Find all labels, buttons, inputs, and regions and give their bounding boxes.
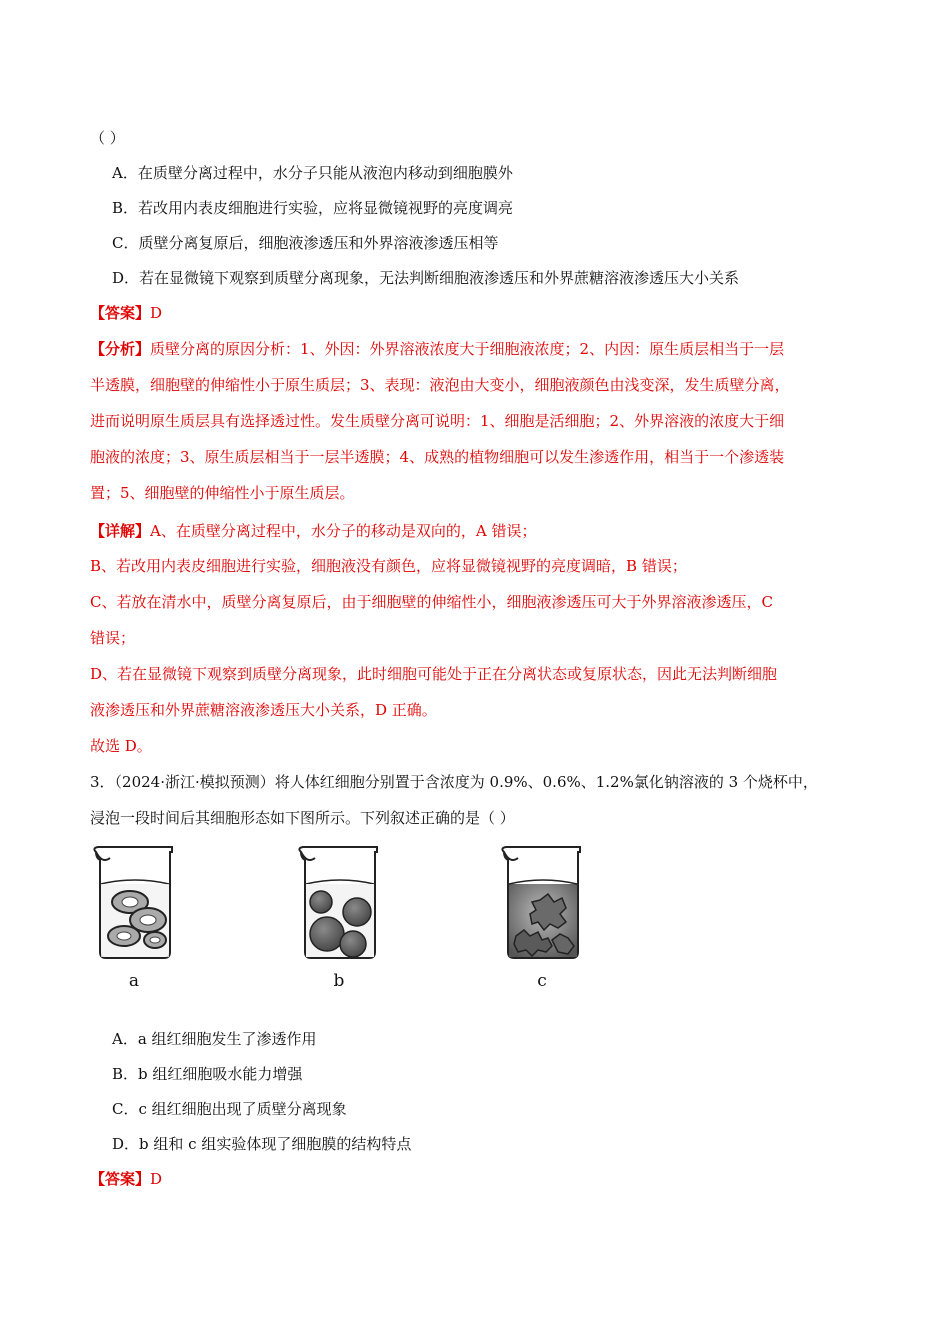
q3-answer [90,1168,162,1190]
detail-line-7: 故选 D。 [90,737,152,755]
analysis-tag: 【分析】 [90,340,151,358]
q3-option-c: C．c 组红细胞出现了质壁分离现象 [112,1100,347,1118]
beaker-figure [88,840,588,1000]
q3-option-a: A．a 组红细胞发生了渗透作用 [112,1030,317,1048]
label-b: b [333,971,345,991]
answer-tag: 【答案】 [90,304,151,322]
detail-line-1: 【详解】A、在质壁分离过程中，水分子的移动是双向的，A 错误； [90,522,537,540]
beaker-b [299,847,377,991]
q2-answer [90,302,162,324]
beaker-a [94,847,172,991]
q2-option-d: D．若在显微镜下观察到质壁分离现象，无法判断细胞液渗透压和外界蔗糖溶液渗透压大小关系 [112,269,740,287]
label-a: a [128,971,140,991]
analysis-line-4: 胞液的浓度；3、原生质层相当于一层半透膜；4、成熟的植物细胞可以发生渗透作用，相当于一个渗透装 [90,448,785,466]
detail-line-2: B、若改用内表皮细胞进行实验，细胞液没有颜色，应将显微镜视野的亮度调暗，B 错误； [90,557,687,575]
q2-option-c: C．质壁分离复原后，细胞液渗透压和外界溶液渗透压相等 [112,234,499,252]
q2-option-a: A．在质壁分离过程中，水分子只能从液泡内移动到细胞膜外 [112,164,513,182]
answer-tag: 【答案】 [90,1170,151,1188]
detail-line-6: 液渗透压和外界蔗糖溶液渗透压大小关系，D 正确。 [90,701,437,719]
detail-line-5: D、若在显微镜下观察到质壁分离现象，此时细胞可能处于正在分离状态或复原状态，因此无法判断细胞 [90,665,778,683]
detail-line-4: 错误； [90,629,136,647]
q3-stem-line-1: 3．（2024·浙江·模拟预测）将人体红细胞分别置于含浓度为 0.9%、0.6%、1.2%氯化钠溶液的 3 个烧杯中， [90,773,818,791]
detail-line-3: C、若放在清水中，质壁分离复原后，由于细胞壁的伸缩性小，细胞液渗透压可大于外界溶液渗透压，C [90,593,773,611]
q3-option-b: B．b 组红细胞吸水能力增强 [112,1065,303,1083]
q2-option-b: B．若改用内表皮细胞进行实验，应将显微镜视野的亮度调亮 [112,199,514,217]
q3-stem-line-2: 浸泡一段时间后其细胞形态如下图所示。下列叙述正确的是（ ） [90,809,515,827]
analysis-line-1: 【分析】质壁分离的原因分析：1、外因：外界溶液浓度大于细胞液浓度；2、内因：原生质层相当于一层 [90,340,785,358]
answer-value: D [150,1170,163,1188]
label-c: c [537,971,547,991]
beaker-c [502,847,580,991]
analysis-line-2: 半透膜，细胞壁的伸缩性小于原生质层；3、表现：液泡由大变小，细胞液颜色由浅变深，发生质壁分离， [90,376,790,394]
q3-option-d: D．b 组和 c 组实验体现了细胞膜的结构特点 [112,1135,412,1153]
analysis-line-5: 置；5、细胞壁的伸缩性小于原生质层。 [90,484,355,502]
question-paren: （ ） [90,129,125,147]
analysis-line-3: 进而说明原生质层具有选择透过性。发生质壁分离可说明：1、细胞是活细胞；2、外界溶液的浓度大于细 [90,412,785,430]
answer-value: D [150,304,163,322]
detail-tag: 【详解】 [90,522,151,540]
